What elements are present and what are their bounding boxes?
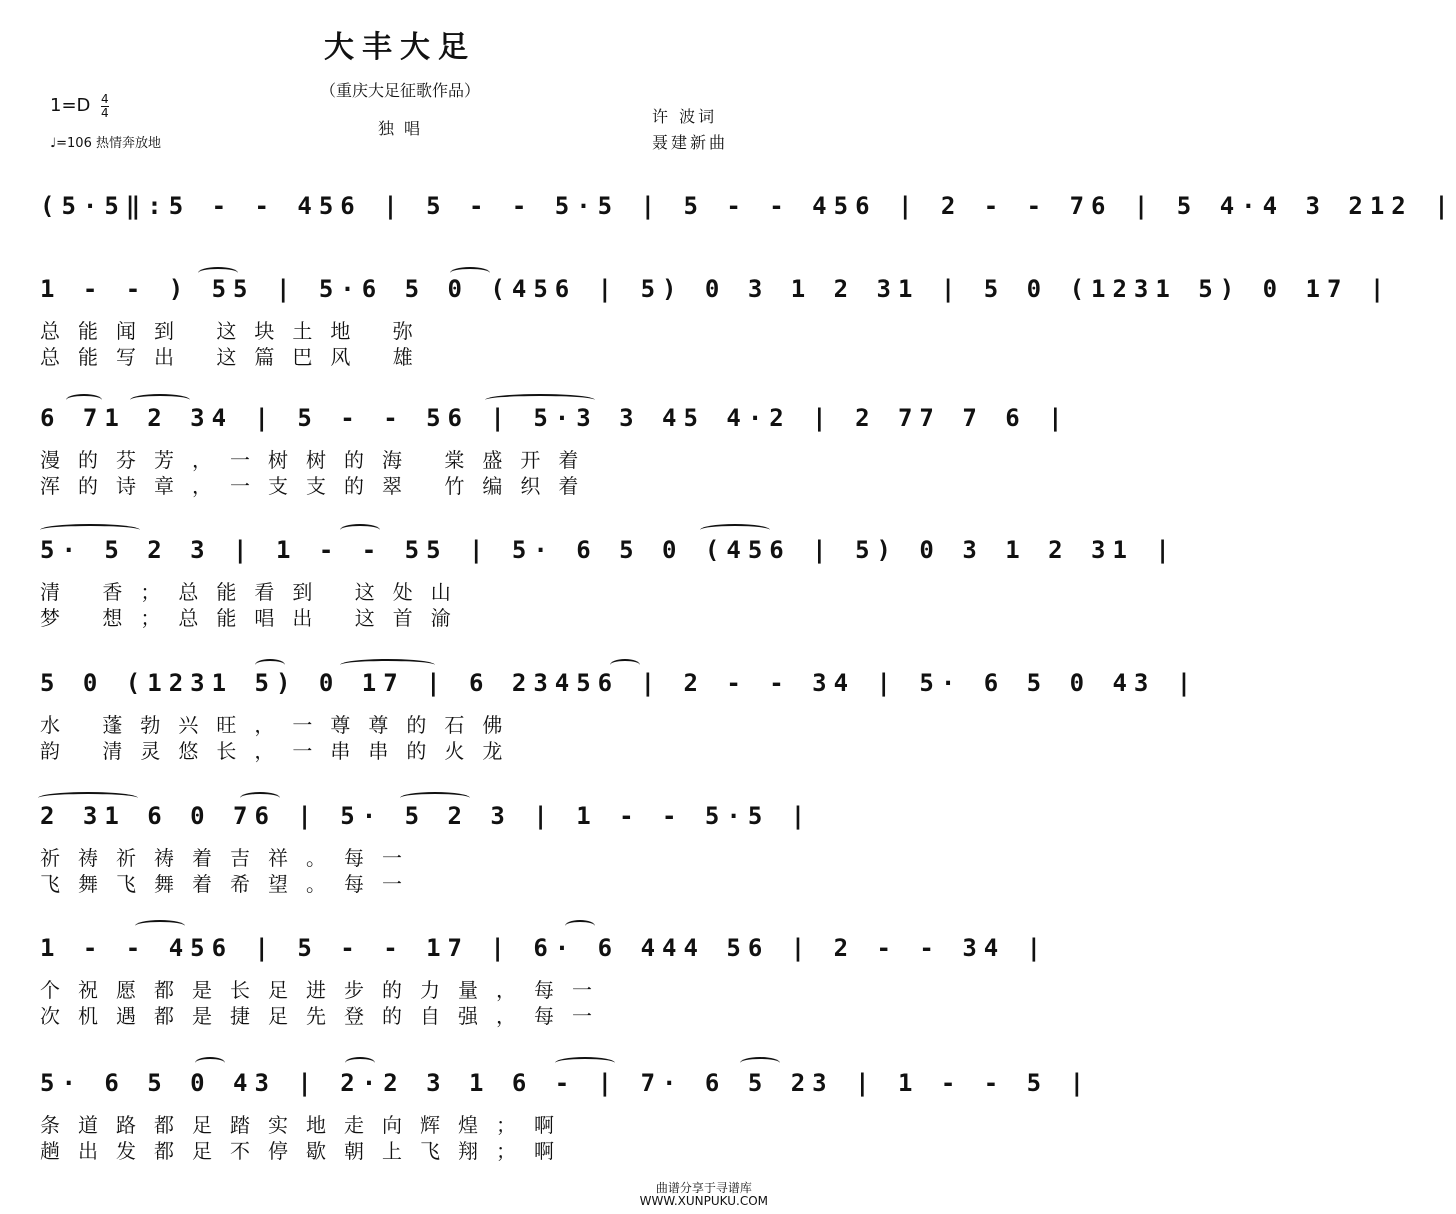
lyrics-verse-1: 漫的芬芳，一树树的海 棠盛开着 xyxy=(40,448,597,472)
lyrics-verse-1: 清 香；总能看到 这处山 xyxy=(40,580,469,604)
lyrics-verse-1: 个祝愿都是长足进步的力量，每一 xyxy=(40,978,610,1002)
lyrics-verse-2: 次机遇都是捷足先登的自强，每一 xyxy=(40,1004,610,1028)
lyrics-verse-1: 条道路都足踏实地走向辉煌；啊 xyxy=(40,1113,572,1137)
score-system-8 xyxy=(0,1069,1092,1179)
lyrics-verse-1: 祈祷祈祷着吉祥。每一 xyxy=(40,846,420,870)
slur xyxy=(135,920,185,932)
lyrics-verse-2: 总能写出 这篇巴风 雄 xyxy=(40,345,431,369)
slur xyxy=(40,524,140,536)
watermark-line-1: 曲谱分享于寻谱库 xyxy=(655,1181,752,1195)
slur xyxy=(700,524,770,536)
score-system-5 xyxy=(0,669,1199,779)
notation-line: 5· 5 2 3 | 1 - - 55 | 5· 6 5 0 (456 | 5) 0 3 1 2 31 | xyxy=(40,536,1177,564)
subtitle: （重庆大足征歌作品） xyxy=(319,81,480,100)
slur xyxy=(555,1057,615,1069)
score-system-2 xyxy=(0,275,1392,385)
key-signature: 1=D xyxy=(50,95,91,116)
watermark xyxy=(640,1182,768,1208)
notation-line: 2 31 6 0 76 | 5· 5 2 3 | 1 - - 5·5 | xyxy=(40,802,813,830)
score-system-4 xyxy=(0,536,1177,646)
page-title: 大丰大足 xyxy=(324,30,476,65)
lyrics-verse-2: 韵 清灵悠长，一串串的火龙 xyxy=(40,739,521,763)
lyrics-verse-2: 飞舞飞舞着希望。每一 xyxy=(40,872,420,896)
notation-line: 1 - - 456 | 5 - - 17 | 6· 6 444 56 | 2 - - 34 | xyxy=(40,934,1049,962)
performance-type: 独唱 xyxy=(378,119,431,138)
lyrics-verse-2: 梦 想；总能唱出 这首渝 xyxy=(40,606,469,630)
time-signature-top: 4 xyxy=(101,92,109,106)
time-signature-bottom: 4 xyxy=(101,106,109,120)
lyrics-verse-1: 总能闻到 这块土地 弥 xyxy=(40,319,431,343)
slur xyxy=(565,920,595,932)
composer-credit: 聂建新曲 xyxy=(652,133,729,152)
slur xyxy=(195,1057,225,1069)
score-system-7 xyxy=(0,934,1049,1044)
lyrics-verse-2: 趟出发都足不停歇朝上飞翔；啊 xyxy=(40,1139,572,1163)
notation-line: 5· 6 5 0 43 | 2·2 3 1 6 - | 7· 6 5 23 | 1 - - 5 | xyxy=(40,1069,1092,1097)
watermark-line-2: WWW.XUNPUKU.COM xyxy=(639,1194,768,1208)
slur xyxy=(340,524,380,536)
lyricist-credit: 许 波词 xyxy=(652,107,718,126)
lyrics-verse-2: 浑的诗章，一支支的翠 竹编织着 xyxy=(40,474,597,498)
lyrics-verse-1: 水 蓬勃兴旺，一尊尊的石佛 xyxy=(40,713,521,737)
notation-line: 1 - - ) 55 | 5·6 5 0 (456 | 5) 0 3 1 2 31 | 5 0 (1231 5) 0 17 | xyxy=(40,275,1392,303)
time-signature xyxy=(101,93,109,120)
score-system-6 xyxy=(0,802,813,912)
score-system-3 xyxy=(0,404,1070,514)
notation-line: 6 71 2 34 | 5 - - 56 | 5·3 3 45 4·2 | 2 77 7 6 | xyxy=(40,404,1070,432)
slur xyxy=(740,1057,780,1069)
tempo-marking: ♩=106 热情奔放地 xyxy=(50,136,161,151)
notation-line: 5 0 (1231 5) 0 17 | 6 23456 | 2 - - 34 | 5· 6 5 0 43 | xyxy=(40,669,1199,697)
slur xyxy=(345,1057,375,1069)
notation-line: (5·5‖:5 - - 456 | 5 - - 5·5 | 5 - - 456 | 2 - - 76 | 5 4·4 3 212 | xyxy=(40,192,1456,220)
